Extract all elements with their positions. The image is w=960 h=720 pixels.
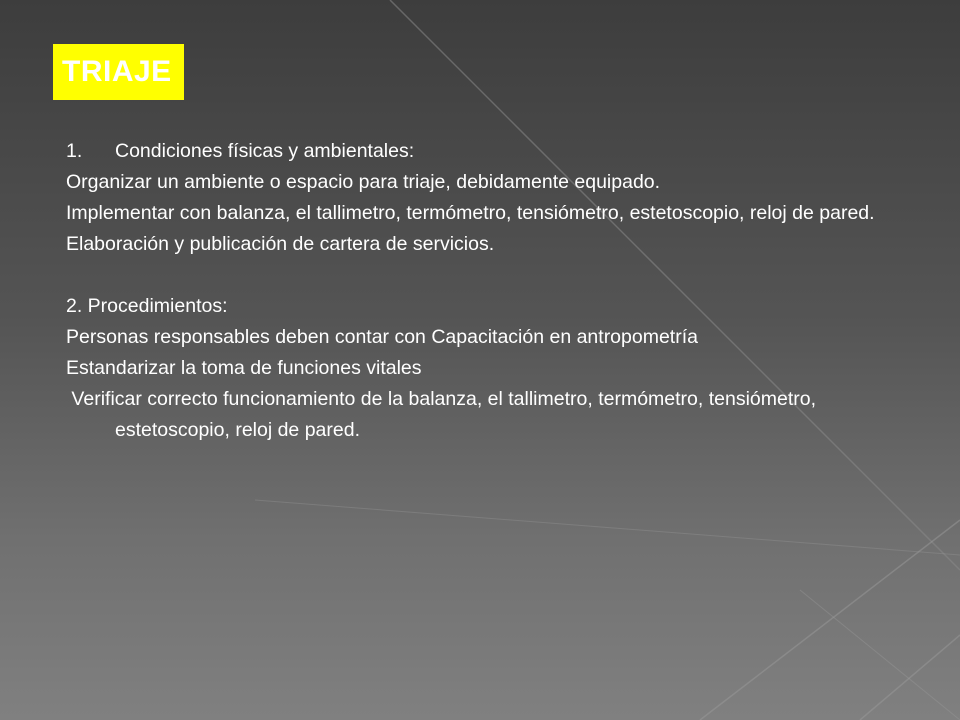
section-2-heading: 2. Procedimientos:	[66, 295, 228, 317]
section-spacer	[66, 260, 926, 291]
section-1-heading	[66, 136, 926, 167]
slide-title: TRIAJE	[53, 44, 184, 100]
slide-content	[66, 136, 926, 446]
section-2-item: Personas responsables deben contar con Capacitación en antropometría	[66, 326, 698, 348]
section-2-item: Verificar correcto funcionamiento de la balanza, el tallimetro, termómetro, tensiómetro, estetoscopio, reloj de pared.	[66, 388, 822, 441]
section-1-item: Organizar un ambiente o espacio para triaje, debidamente equipado.	[66, 171, 661, 193]
section-1-item: Implementar con balanza, el tallimetro, termómetro, tensiómetro, estetoscopio, reloj de pared.	[66, 202, 875, 224]
section-1-number: 1.	[66, 140, 83, 162]
section-2-item: Estandarizar la toma de funciones vitales	[66, 357, 422, 379]
section-1-heading-text: Condiciones físicas y ambientales:	[115, 140, 415, 162]
section-1-item: Elaboración y publicación de cartera de servicios.	[66, 233, 495, 255]
